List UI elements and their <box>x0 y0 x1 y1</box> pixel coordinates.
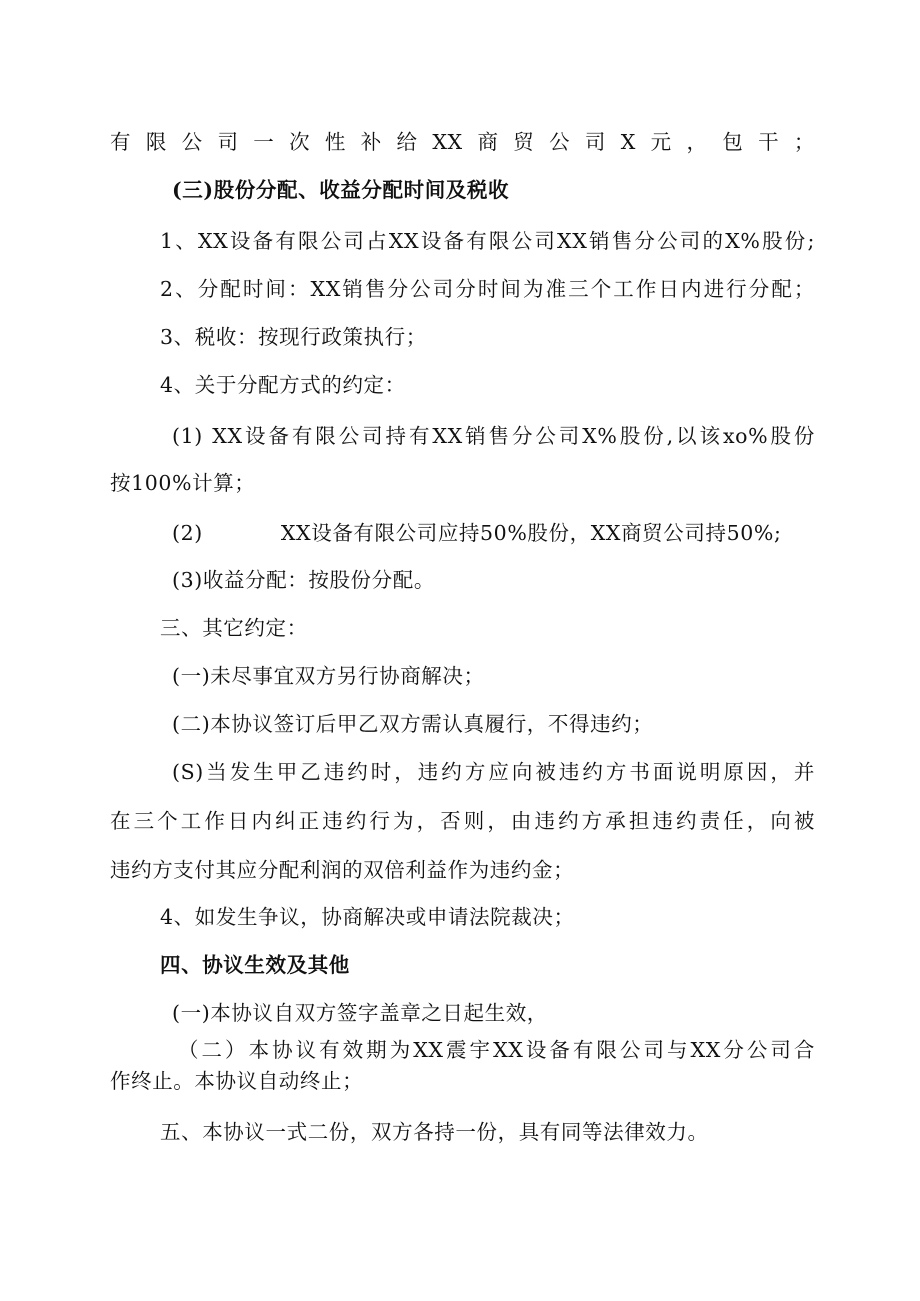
paragraph-line: (S)当发生甲乙违约时，违约方应向被违约方书面说明原因，并 <box>172 760 815 784</box>
paragraph-line: (一)未尽事宜双方另行协商解决； <box>172 664 485 688</box>
paragraph-line: 违约方支付其应分配利润的双倍利益作为违约金； <box>110 858 575 882</box>
paragraph-line <box>172 519 815 547</box>
paragraph-line: 作终止。本协议自动终止； <box>110 1069 364 1093</box>
paragraph-line: 按100%计算； <box>110 471 256 495</box>
paragraph-line: 4、如发生争议，协商解决或申请法院裁决； <box>160 905 575 929</box>
paragraph-line: (二)本协议签订后甲乙双方需认真履行，不得违约； <box>172 712 654 736</box>
section-heading: (三)股份分配、收益分配时间及税收 <box>172 178 510 202</box>
section-heading: 三、其它约定： <box>160 616 308 640</box>
paragraph-line: 有限公司一次性补给XX商贸公司X元，包干； <box>110 130 815 154</box>
paragraph-line: (1) XX设备有限公司持有XX销售分公司X%股份,以该xo%股份 <box>172 424 815 448</box>
section-heading: 四、协议生效及其他 <box>160 953 350 977</box>
paragraph-line: 3、税收：按现行政策执行； <box>160 325 427 349</box>
item-text: XX设备有限公司应持50%股份，XX商贸公司持50%; <box>280 521 782 545</box>
paragraph-line: 2、分配时间：XX销售分公司分时间为准三个工作日内进行分配； <box>160 277 815 301</box>
item-number: (2) <box>172 521 203 545</box>
paragraph-line: 五、本协议一式二份，双方各持一份，具有同等法律效力。 <box>160 1120 709 1144</box>
paragraph-line: 4、关于分配方式的约定： <box>160 373 406 397</box>
paragraph-line: (一)本协议自双方签字盖章之日起生效， <box>172 1001 548 1025</box>
paragraph-line: 1、XX设备有限公司占XX设备有限公司XX销售分公司的X%股份; <box>160 229 815 253</box>
paragraph-line: 在三个工作日内纠正违约行为，否则，由违约方承担违约责任，向被 <box>110 809 815 833</box>
paragraph-line: （二）本协议有效期为XX震宇XX设备有限公司与XX分公司合 <box>178 1038 815 1062</box>
paragraph-line: (3)收益分配：按股份分配。 <box>172 568 435 592</box>
